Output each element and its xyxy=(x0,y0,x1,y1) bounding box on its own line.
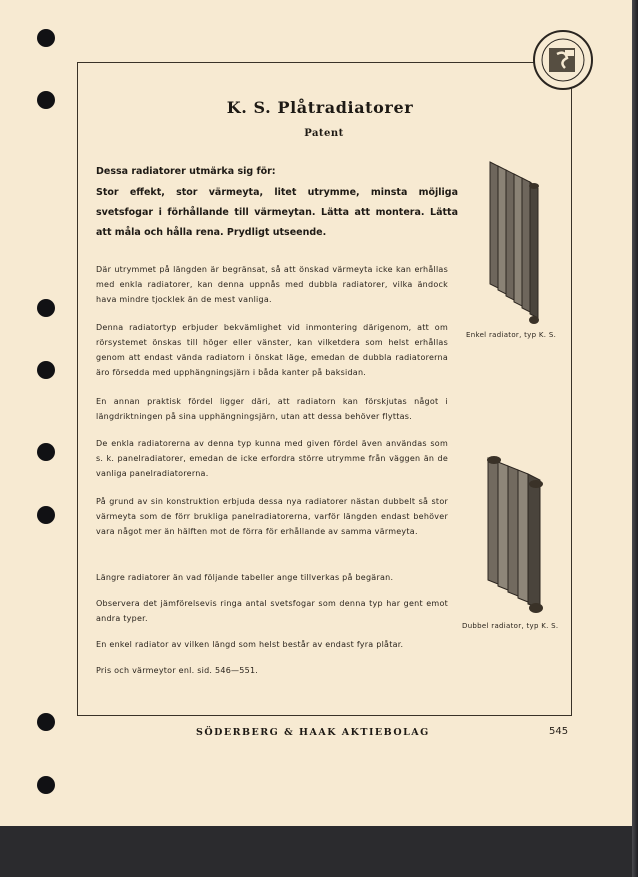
page-title: K. S. Plåtradiatorer xyxy=(226,98,414,117)
binder-hole xyxy=(37,713,55,731)
binder-hole xyxy=(37,443,55,461)
binder-hole xyxy=(37,776,55,794)
intro-block xyxy=(96,162,458,243)
page-edge-shadow xyxy=(632,0,638,877)
paragraph: Pris och värmeytor enl. sid. 546—551. xyxy=(96,666,259,675)
caption-single-radiator: Enkel radiator, typ K. S. xyxy=(466,331,557,339)
binder-hole xyxy=(37,29,55,47)
paragraph: Längre radiatorer än vad följande tabeller ange tillverkas på begäran. xyxy=(96,573,394,582)
paragraph: Denna radiatortyp erbjuder bekvämlighet vid inmontering därigenom, att om rörsystemet önskas till höger eller vänster, kan vilketdera som helst erhållas genom att endast vända radiatorn i önskat läge, emedan de dubbla radiatorerna äro försedda med upphängningsjärn i båda kanter på baksidan. xyxy=(96,323,448,377)
page-number: 545 xyxy=(549,726,569,737)
caption-double-radiator: Dubbel radiator, typ K. S. xyxy=(462,622,559,630)
paragraph: En annan praktisk fördel ligger däri, att radiatorn kan förskjutas något i längdriktningen på sina upphängningsjärn, utan att dessa behöver flyttas. xyxy=(96,397,448,421)
paragraph: De enkla radiatorerna av denna typ kunna med given fördel även användas som s. k. panelradiatorer, emedan de icke erfordra större utrymme från väggen än de vanliga panelradiatorerna. xyxy=(96,439,448,478)
single-radiator-illustration xyxy=(486,158,544,326)
intro-body: Stor effekt, stor värmeyta, litet utrymme, minsta möjliga svetsfogar i förhållande till värmeytan. Lätta att montera. Lätta att måla och hålla rena. Prydligt utseende. xyxy=(96,187,458,238)
paragraph: En enkel radiator av vilken längd som helst består av endast fyra plåtar. xyxy=(96,640,404,649)
company-seal-logo xyxy=(533,30,593,90)
intro-lead: Dessa radiatorer utmärka sig för: xyxy=(96,166,276,177)
footer-company: SÖDERBERG & HAAK AKTIEBOLAG xyxy=(196,727,430,738)
binder-hole xyxy=(37,506,55,524)
double-radiator-illustration xyxy=(484,454,548,616)
page-subtitle: Patent xyxy=(304,128,344,139)
paragraph: Där utrymmet på längden är begränsat, så att önskad värmeyta icke kan erhållas med enkla radiatorer, kan denna uppnås med dubbla radiatorer, vilka ändock hava mindre tjocklek än de mest vanliga. xyxy=(96,265,448,304)
paragraph: På grund av sin konstruktion erbjuda dessa nya radiatorer nästan dubbelt så stor värmeyta som de förr brukliga panelradiatorerna, varför längden endast behöver vara något mer än hälften mot de förra för erhållande av samma värmeyta. xyxy=(96,497,448,536)
paragraph: Observera det jämförelsevis ringa antal svetsfogar som denna typ har gent emot andra typer. xyxy=(96,599,448,623)
binder-hole xyxy=(37,91,55,109)
binder-hole xyxy=(37,361,55,379)
seal-icon xyxy=(535,32,591,88)
binder-hole xyxy=(37,299,55,317)
